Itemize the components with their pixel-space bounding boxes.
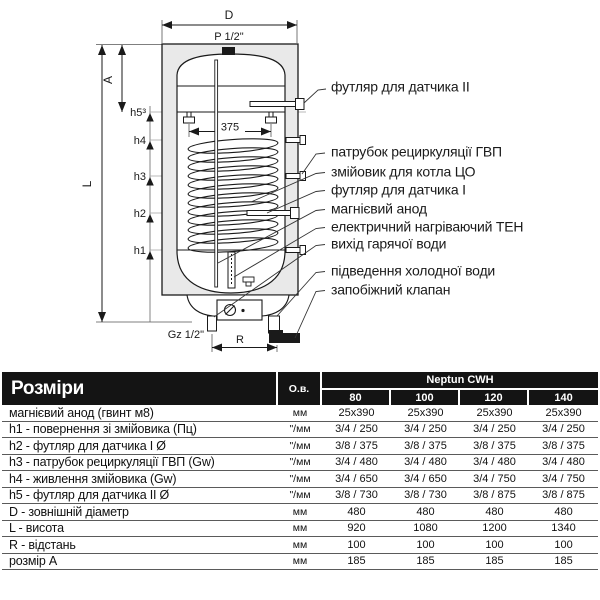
dim-a-label: A (101, 75, 115, 85)
dimensions-table (2, 372, 598, 570)
row-value: 3/8 / 875 (460, 488, 529, 505)
row-name: h3 - патрубок рециркуляції ГВП (Gw) (2, 455, 278, 472)
model-header: 80 (322, 390, 391, 405)
row-value: 480 (460, 504, 529, 521)
table-row (2, 471, 598, 488)
magnesium-anode-rod (215, 60, 218, 287)
table-row (2, 455, 598, 472)
row-value: 3/4 / 250 (460, 422, 529, 439)
dim-h5-label: h5³ (130, 107, 146, 119)
part-label-coil: змійовик для котла ЦО (331, 163, 476, 180)
row-unit: "/мм (278, 438, 322, 455)
row-value: 480 (529, 504, 598, 521)
row-unit: "/мм (278, 422, 322, 439)
row-value: 185 (460, 554, 529, 571)
dim-h3-label: h3 (133, 171, 146, 183)
part-label-sensor-sleeve-2: футляр для датчика II (331, 78, 470, 95)
row-value: 480 (322, 504, 391, 521)
row-value: 3/4 / 750 (460, 471, 529, 488)
dim-r-label: R (236, 334, 244, 346)
row-value: 1200 (460, 521, 529, 538)
row-name: L - висота (2, 521, 278, 538)
row-value: 100 (391, 537, 460, 554)
row-unit: "/мм (278, 471, 322, 488)
row-value: 25x390 (529, 405, 598, 422)
row-value: 3/8 / 375 (322, 438, 391, 455)
dim-h1-label: h1 (133, 245, 146, 257)
part-label-anode: магнієвий анод (331, 200, 427, 217)
row-value: 3/4 / 250 (322, 422, 391, 439)
row-value: 185 (529, 554, 598, 571)
row-value: 25x390 (322, 405, 391, 422)
table-row (2, 405, 598, 422)
model-header: 140 (529, 390, 598, 405)
row-value: 25x390 (391, 405, 460, 422)
row-value: 3/8 / 730 (391, 488, 460, 505)
model-header: 120 (460, 390, 529, 405)
dimensions-table-wrap (2, 372, 598, 570)
table-row (2, 422, 598, 439)
row-value: 3/4 / 480 (460, 455, 529, 472)
row-unit: мм (278, 405, 322, 422)
row-name: h1 - повернення зі змійовика (Пц) (2, 422, 278, 439)
dimension-pipe-distance (212, 334, 277, 352)
row-value: 3/4 / 480 (391, 455, 460, 472)
row-name: D - зовнішній діаметр (2, 504, 278, 521)
unit-column-header: О.в. (278, 372, 322, 405)
row-value: 3/4 / 750 (529, 471, 598, 488)
row-unit: "/мм (278, 455, 322, 472)
row-value: 3/8 / 875 (529, 488, 598, 505)
table-row (2, 504, 598, 521)
row-name: h5 - футляр для датчика II Ø (2, 488, 278, 505)
table-row (2, 537, 598, 554)
part-label-sensor-sleeve-1: футляр для датчика I (331, 181, 466, 198)
row-value: 100 (322, 537, 391, 554)
part-label-recirculation: патрубок рециркуляції ГВП (331, 143, 502, 160)
hot-water-pipe (208, 316, 217, 331)
table-row (2, 438, 598, 455)
row-value: 3/8 / 375 (460, 438, 529, 455)
row-value: 3/4 / 250 (391, 422, 460, 439)
table-title: Розміри (2, 372, 278, 405)
row-unit: "/мм (278, 488, 322, 505)
top-thread-label: P 1/2" (214, 31, 244, 43)
part-label-safety-valve: запобіжний клапан (331, 281, 451, 298)
dim-d-label: D (224, 8, 234, 22)
model-header: 100 (391, 390, 460, 405)
row-name: магнієвий анод (гвинт м8) (2, 405, 278, 422)
row-name: h2 - футляр для датчика I Ø (2, 438, 278, 455)
row-value: 100 (460, 537, 529, 554)
row-value: 3/8 / 375 (529, 438, 598, 455)
table-row (2, 521, 598, 538)
dim-h2-label: h2 (133, 208, 146, 220)
table-row (2, 488, 598, 505)
part-label-hot-water-outlet: вихід гарячої води (331, 235, 447, 252)
row-value: 185 (322, 554, 391, 571)
row-unit: мм (278, 504, 322, 521)
row-name: h4 - живлення змійовика (Gw) (2, 471, 278, 488)
row-name: розмір A (2, 554, 278, 571)
part-label-heating-element: електричний нагріваючий ТЕН (331, 218, 524, 235)
row-value: 185 (391, 554, 460, 571)
part-label-cold-water-inlet: підведення холодної води (331, 262, 496, 279)
series-header: Neptun CWH (322, 372, 598, 390)
row-value: 3/8 / 730 (322, 488, 391, 505)
row-value: 1340 (529, 521, 598, 538)
row-value: 920 (322, 521, 391, 538)
row-value: 3/4 / 250 (529, 422, 598, 439)
dim-h4-label: h4 (133, 135, 146, 147)
row-name: R - відстань (2, 537, 278, 554)
row-value: 3/4 / 480 (322, 455, 391, 472)
row-value: 1080 (391, 521, 460, 538)
row-value: 25x390 (460, 405, 529, 422)
row-value: 3/8 / 375 (391, 438, 460, 455)
row-value: 100 (529, 537, 598, 554)
row-unit: мм (278, 521, 322, 538)
row-unit: мм (278, 537, 322, 554)
top-connection-fitting (222, 47, 235, 55)
dim-375-label: 375 (220, 121, 240, 134)
table-row (2, 554, 598, 571)
row-value: 3/4 / 650 (391, 471, 460, 488)
bottom-thread-label: Gz 1/2" (167, 329, 204, 341)
dim-l-label: L (80, 180, 94, 188)
row-unit: мм (278, 554, 322, 571)
row-value: 3/4 / 650 (322, 471, 391, 488)
row-value: 3/4 / 480 (529, 455, 598, 472)
row-value: 480 (391, 504, 460, 521)
